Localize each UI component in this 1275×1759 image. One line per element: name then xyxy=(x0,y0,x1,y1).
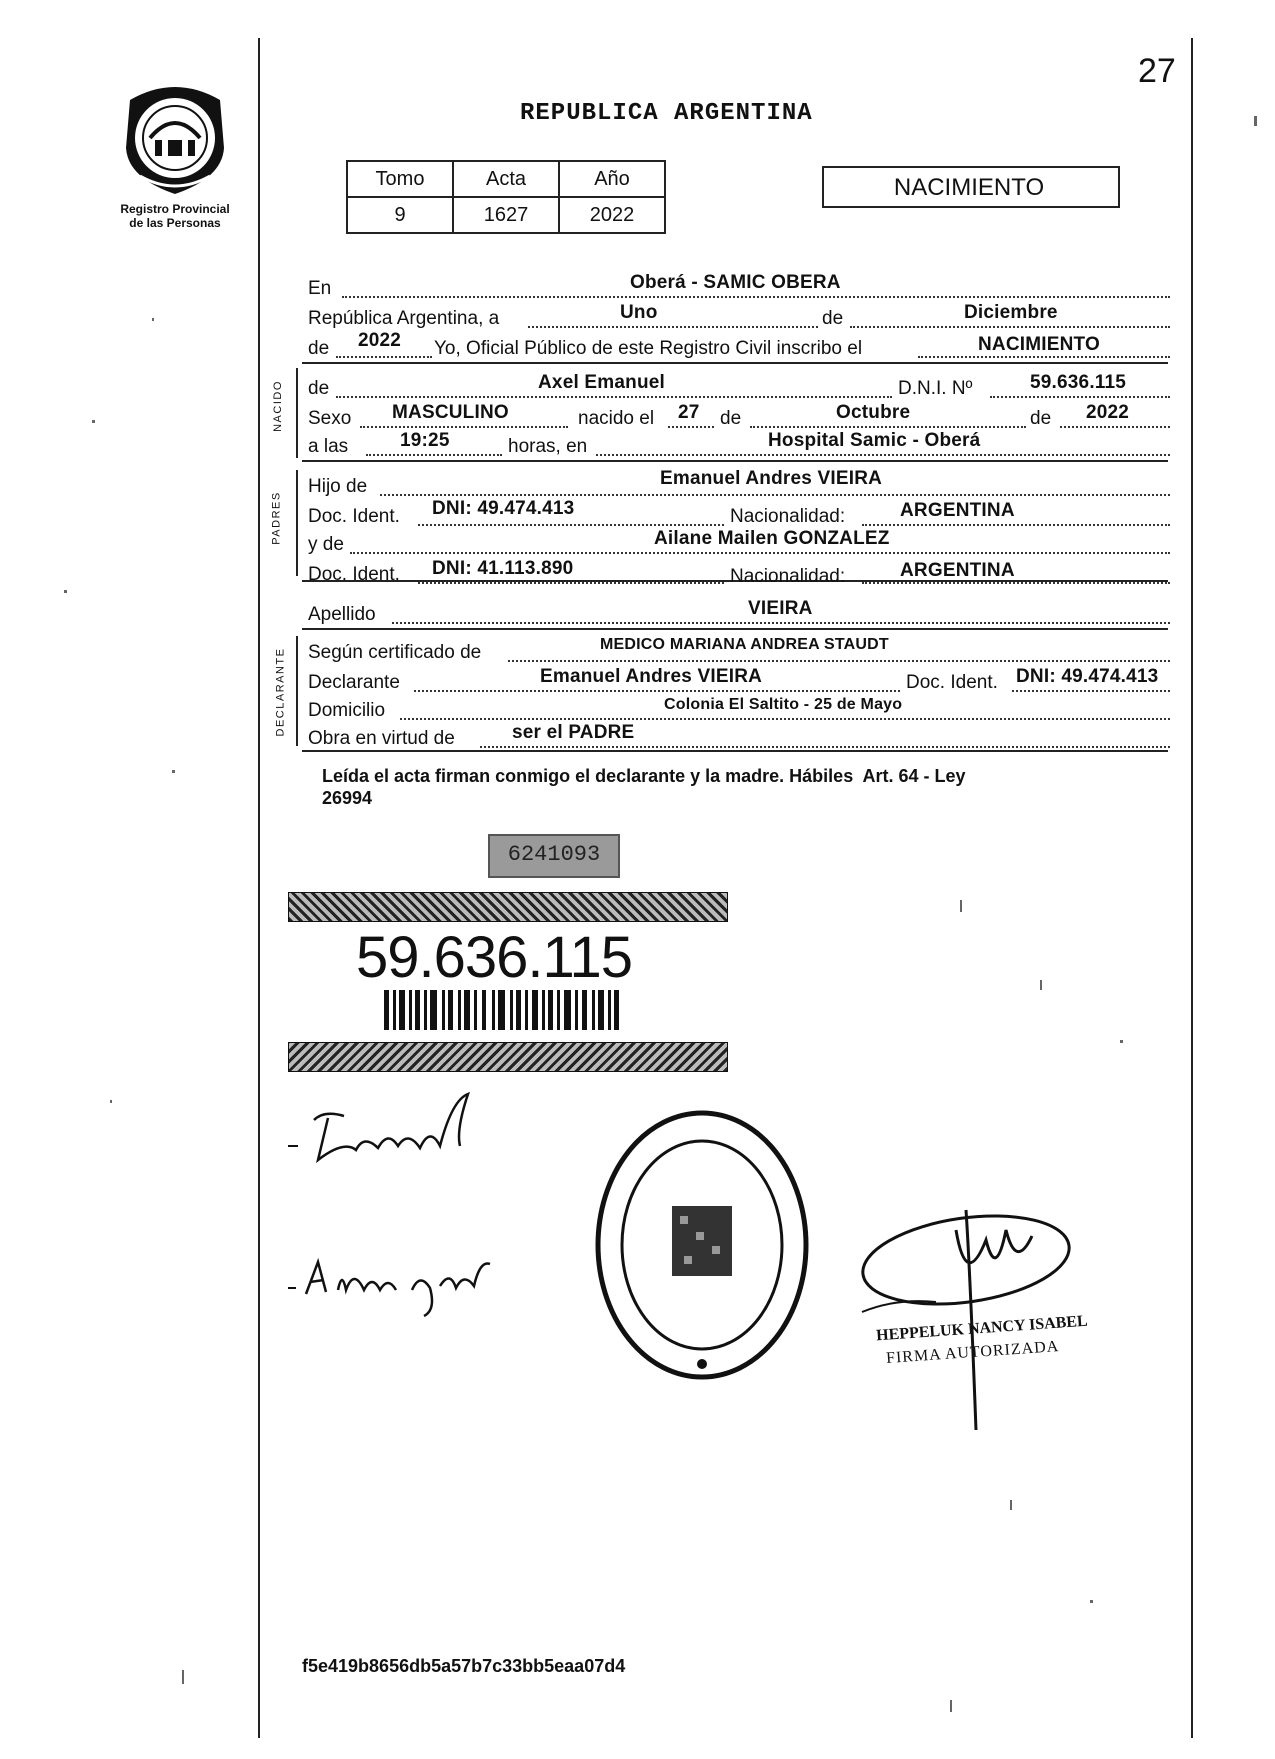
dotted-line xyxy=(414,690,900,692)
register-table-header xyxy=(347,161,665,197)
register-table-row xyxy=(347,197,665,233)
page-number: 27 xyxy=(1138,52,1176,90)
dotted-line xyxy=(508,660,1170,662)
form-rule xyxy=(302,628,1168,630)
dni-sticker xyxy=(288,892,726,1070)
scan-speck xyxy=(64,590,67,593)
left-margin-line xyxy=(258,38,260,1738)
dotted-line xyxy=(850,326,1170,328)
side-label-born: NACIDO xyxy=(271,380,284,432)
dotted-line xyxy=(336,396,892,398)
mother-signature-image xyxy=(284,1250,504,1320)
emblem-caption-2: de las Personas xyxy=(129,216,221,230)
label-y-de: y de xyxy=(308,534,344,555)
section-bracket-born xyxy=(296,368,298,458)
label-de-year2: de xyxy=(1030,408,1052,429)
father-signature xyxy=(284,1090,504,1180)
value-father-nationality: ARGENTINA xyxy=(900,500,1015,521)
label-doc-ident: Doc. Ident. xyxy=(308,506,400,527)
dotted-line xyxy=(336,356,432,358)
sticker-pattern-top xyxy=(288,892,728,922)
table-cell-tomo: 9 xyxy=(347,197,453,233)
label-domicilio: Domicilio xyxy=(308,700,386,721)
label-dni: D.N.I. Nº xyxy=(898,378,973,399)
value-place: Oberá - SAMIC OBERA xyxy=(630,272,841,293)
dni-number: 59.636.115 xyxy=(356,925,632,990)
side-label-declarant: DECLARANTE xyxy=(274,647,287,737)
value-father-doc: DNI: 49.474.413 xyxy=(432,498,575,519)
dotted-line xyxy=(418,582,724,584)
scan-speck xyxy=(1090,1600,1093,1603)
section-bracket-parents xyxy=(296,470,298,576)
official-title: FIRMA AUTORIZADA xyxy=(885,1337,1060,1368)
value-month-word: Diciembre xyxy=(964,302,1058,323)
dotted-line xyxy=(342,296,1170,298)
label-doc-ident-2: Doc. Ident. xyxy=(308,564,400,585)
value-mother-doc: DNI: 41.113.890 xyxy=(432,558,574,579)
table-header-acta: Acta xyxy=(453,161,559,197)
form-rule xyxy=(302,750,1168,752)
official-seal-image xyxy=(592,1106,812,1384)
label-declarante: Declarante xyxy=(308,672,400,693)
value-day-word: Uno xyxy=(620,302,658,323)
value-birth-year: 2022 xyxy=(1086,402,1130,423)
label-de: de xyxy=(822,308,844,329)
section-bracket-declarant xyxy=(296,636,298,746)
label-sexo: Sexo xyxy=(308,408,352,429)
label-hijo-de: Hijo de xyxy=(308,476,368,497)
label-obra: Obra en virtud de xyxy=(308,728,455,749)
dotted-line xyxy=(366,454,502,456)
table-header-anio: Año xyxy=(559,161,665,197)
dotted-line xyxy=(480,746,1170,748)
official-seal xyxy=(592,1106,812,1384)
page-title: REPUBLICA ARGENTINA xyxy=(520,100,813,127)
father-signature-image xyxy=(284,1090,504,1180)
value-child-name: Axel Emanuel xyxy=(538,372,666,393)
label-apellido: Apellido xyxy=(308,604,376,625)
scan-speck xyxy=(172,770,175,773)
mother-signature xyxy=(284,1250,504,1320)
value-child-dni: 59.636.115 xyxy=(1030,372,1127,393)
table-header-tomo: Tomo xyxy=(347,161,453,197)
label-nacionalidad-2: Nacionalidad: xyxy=(730,566,846,587)
form-rule xyxy=(302,362,1168,364)
value-surname: VIEIRA xyxy=(748,598,813,619)
emblem-caption-1: Registro Provincial xyxy=(120,202,230,216)
value-act-type: NACIMIENTO xyxy=(978,334,1100,355)
closing-text-1: Leída el acta firman conmigo el declarante y la madre. Hábiles Art. 64 - Ley xyxy=(322,766,966,786)
dotted-line xyxy=(918,356,1170,358)
scan-speck xyxy=(182,1670,184,1684)
emblem xyxy=(110,78,240,198)
scan-speck xyxy=(950,1700,952,1712)
value-birth-month: Octubre xyxy=(836,402,911,423)
scan-speck xyxy=(1120,1040,1123,1043)
dotted-line xyxy=(750,426,1026,428)
scan-speck xyxy=(92,420,95,423)
dotted-line xyxy=(350,552,1170,554)
dotted-line xyxy=(862,524,1170,526)
right-margin-line xyxy=(1191,38,1193,1738)
value-declarant-doc: DNI: 49.474.413 xyxy=(1016,666,1159,687)
register-table xyxy=(346,160,666,234)
value-declarant: Emanuel Andres VIEIRA xyxy=(540,666,763,687)
label-yo-oficial: Yo, Oficial Público de este Registro Civil inscribo el xyxy=(434,338,863,359)
document-hash: f5e419b8656db5a57b7c33bb5eaa07d4 xyxy=(302,1656,626,1676)
value-address: Colonia El Saltito - 25 de Mayo xyxy=(664,696,903,713)
label-doc-ident-3: Doc. Ident. xyxy=(906,672,998,693)
label-a-las: a las xyxy=(308,436,349,457)
label-republica: República Argentina, a xyxy=(308,308,500,329)
dotted-line xyxy=(1060,426,1170,428)
label-en: En xyxy=(308,278,332,299)
scan-speck xyxy=(110,1100,112,1103)
value-sex: MASCULINO xyxy=(392,402,509,423)
label-de-month: de xyxy=(720,408,742,429)
dotted-line xyxy=(668,426,714,428)
scan-speck xyxy=(1010,1500,1012,1510)
official-name: HEPPELUK NANCY ISABEL xyxy=(875,1312,1089,1345)
dotted-line xyxy=(862,582,1170,584)
scan-speck xyxy=(1254,116,1257,126)
dotted-line xyxy=(360,426,568,428)
document-type: NACIMIENTO xyxy=(893,174,1045,201)
scan-speck xyxy=(960,900,962,912)
dotted-line xyxy=(392,622,1170,624)
sticker-pattern-bottom xyxy=(288,1042,728,1072)
dotted-line xyxy=(1012,690,1170,692)
dotted-line xyxy=(990,396,1170,398)
side-label-parents: PADRES xyxy=(270,491,283,545)
dotted-line xyxy=(380,494,1170,496)
value-birth-time: 19:25 xyxy=(400,430,450,451)
emblem-shield-icon xyxy=(110,78,240,198)
dotted-line xyxy=(528,326,818,328)
label-horas-en: horas, en xyxy=(508,436,588,457)
form-rule xyxy=(302,460,1168,462)
closing-text-2: 26994 xyxy=(322,788,373,808)
label-de-year: de xyxy=(308,338,330,359)
table-cell-anio: 2022 xyxy=(559,197,665,233)
label-segun: Según certificado de xyxy=(308,642,482,663)
stamp-number: 6241093 xyxy=(507,842,601,867)
table-cell-acta: 1627 xyxy=(453,197,559,233)
scan-speck xyxy=(1040,980,1042,990)
dotted-line xyxy=(400,718,1170,720)
value-mother-name: Ailane Mailen GONZALEZ xyxy=(654,528,890,549)
value-year: 2022 xyxy=(358,330,402,351)
barcode-icon xyxy=(384,990,624,1040)
label-nacido-el: nacido el xyxy=(578,408,655,429)
value-birth-place: Hospital Samic - Oberá xyxy=(768,430,981,451)
dotted-line xyxy=(418,524,724,526)
label-nacionalidad: Nacionalidad: xyxy=(730,506,846,527)
value-by-virtue: ser el PADRE xyxy=(512,722,635,743)
scan-speck xyxy=(152,318,154,321)
label-de-name: de xyxy=(308,378,330,399)
value-mother-nationality: ARGENTINA xyxy=(900,560,1015,581)
value-birth-day: 27 xyxy=(678,402,700,423)
value-father-name: Emanuel Andres VIEIRA xyxy=(660,468,883,489)
value-certificate: MEDICO MARIANA ANDREA STAUDT xyxy=(600,636,889,653)
dotted-line xyxy=(596,454,1170,456)
